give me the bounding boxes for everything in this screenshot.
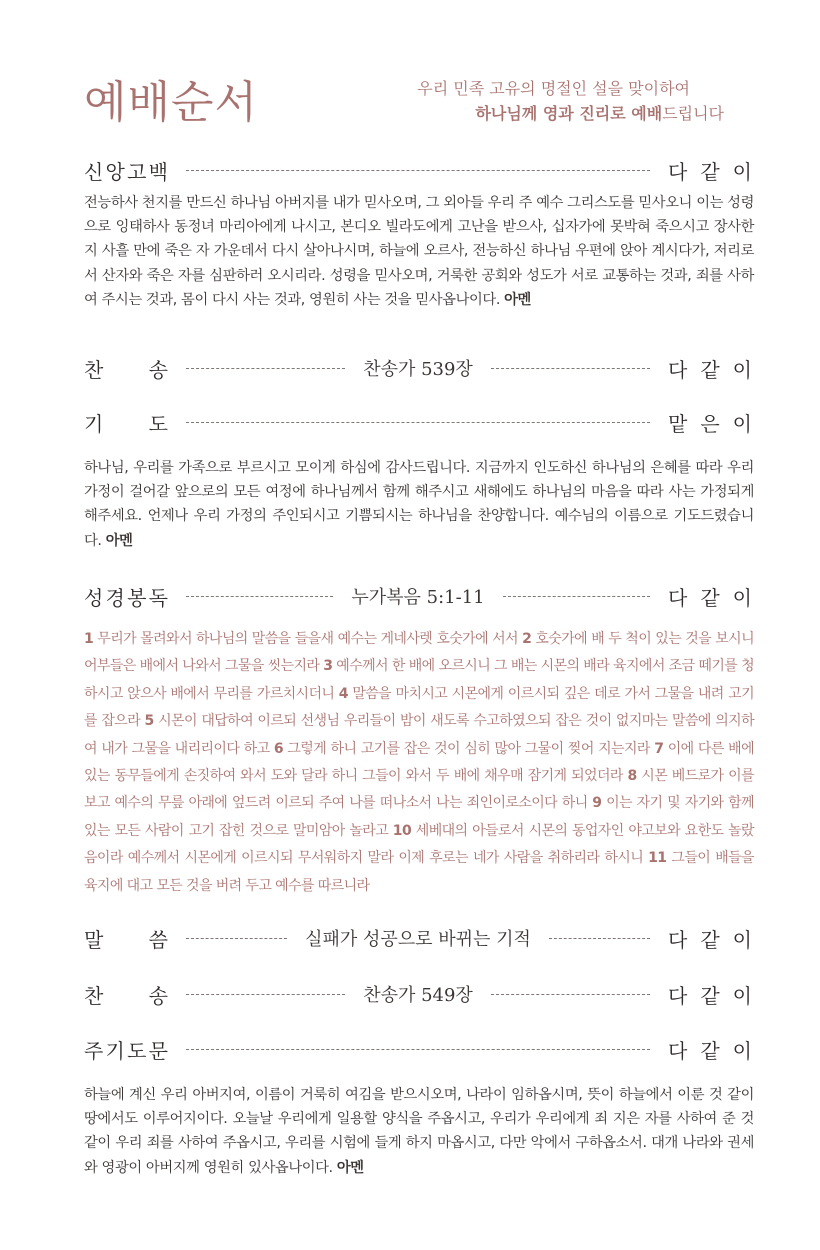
label-char: 문 <box>148 1038 168 1063</box>
performer-char: 이 <box>732 159 752 184</box>
label-char: 기 <box>105 1038 125 1063</box>
order-label <box>84 582 168 611</box>
performer-char: 같 <box>700 927 720 952</box>
dotted-leader <box>186 994 345 995</box>
order-row-hymn-2 <box>84 978 752 1010</box>
verse-number: 4 <box>338 685 348 702</box>
hymn-number: 찬송가 549장 <box>363 985 473 1006</box>
performer-char: 다 <box>668 1038 688 1063</box>
performer-char: 이 <box>732 357 752 382</box>
label-char: 봉 <box>127 585 147 610</box>
label-char: 신 <box>84 159 104 184</box>
performer-char: 같 <box>700 159 720 184</box>
dotted-leader <box>186 596 333 597</box>
order-row-sermon <box>84 922 752 954</box>
dotted-leader <box>186 938 287 939</box>
prayer-body: 하나님, 우리를 가족으로 부르시고 모이게 하심에 감사드립니다. 지금까지 인도하신 하나님의 은혜를 따라 우리 가정이 걸어갈 앞으로의 모든 여정에 하나님께서 함께 해주시고 새해에도 하나님의 마음을 따라 사는 가정되게 해주세요. 언제나 우리 가정의 주인되시고 기쁨되시는 하나님을 찬양합니다. 예수님의 이름으로 기도드렸습니다. <box>84 460 754 549</box>
dotted-leader <box>186 1049 650 1050</box>
performer-char: 같 <box>700 357 720 382</box>
label-char: 도 <box>127 1038 147 1063</box>
verse-text: 말씀을 마치시고 시몬에게 이르시되 깊은 데로 가서 그물을 내려 고기를 잡으라 <box>84 685 754 730</box>
verse-number: 11 <box>648 850 667 867</box>
performer-char: 이 <box>732 927 752 952</box>
order-label <box>84 354 168 383</box>
verse-number: 6 <box>273 740 284 757</box>
order-row-creed <box>84 154 752 186</box>
performer-char: 같 <box>700 1038 720 1063</box>
dotted-leader <box>491 368 650 369</box>
subtitle-line-1: 우리 민족 고유의 명절인 설을 맞이하여 <box>417 79 690 98</box>
label-char: 독 <box>148 585 168 610</box>
scripture-reference: 누가복음 5:1-11 <box>351 587 485 608</box>
label-char: 백 <box>148 159 168 184</box>
dotted-leader <box>186 422 650 423</box>
order-label <box>84 924 168 953</box>
order-row-prayer <box>84 406 752 438</box>
creed-body: 전능하사 천지를 만드신 하나님 아버지를 내가 믿사오며, 그 외아들 우리 주 예수 그리스도를 믿사오니 이는 성령으로 잉태하사 동정녀 마리아에게 나시고, 본디오 빌라도에게 고난을 받으사, 십자가에 못박혀 죽으시고 장사한 지 사흘 만에 죽은 자 가운데서 다시 살아나시며, 하늘에 오르사, 전능하신 하나님 우편에 앉아 계시다가, 저리로서 산자와 죽은 자를 심판하러 오시리라. 성령을 믿사오며, 거룩한 공회와 성도가 서로 교통하는 것과, 죄를 사하여 주시는 것과, 몸이 다시 사는 것과, 영원히 사는 것을 믿사옵나이다. <box>84 195 754 308</box>
hymn-number: 찬송가 539장 <box>363 359 473 380</box>
label-char: 경 <box>105 585 125 610</box>
verse-number: 3 <box>323 658 333 675</box>
performer-char: 다 <box>668 927 688 952</box>
order-performer <box>668 354 752 383</box>
performer-char: 같 <box>700 983 720 1008</box>
performer-char: 다 <box>668 585 688 610</box>
performer-char: 이 <box>732 585 752 610</box>
amen: 아멘 <box>336 1159 364 1176</box>
order-performer <box>668 156 752 185</box>
verse-text: 시몬 베드로가 이를 보고 예수의 무릎 아래에 엎드려 이르되 주여 나를 떠나소서 나는 죄인이로소이다 하니 <box>84 768 754 812</box>
dotted-leader <box>186 368 345 369</box>
label-char: 성 <box>84 585 104 610</box>
verse-number: 9 <box>592 795 602 812</box>
performer-char: 은 <box>700 411 720 436</box>
order-performer <box>668 1035 752 1064</box>
verse-number: 7 <box>654 740 664 757</box>
verse-text: 예수께서 한 배에 오르시니 그 배는 시몬의 배라 육지에서 조금 떼기를 청하시고 앉으사 배에서 무리를 가르치시더니 <box>84 658 754 702</box>
verse-text: 호숫가에 배 두 척이 있는 것을 보시니 어부들은 배에서 나와서 그물을 씻는지라 <box>84 631 754 675</box>
amen: 아멘 <box>504 291 531 308</box>
verse-number: 10 <box>392 822 412 839</box>
performer-char: 이 <box>732 411 752 436</box>
order-label <box>84 408 168 437</box>
sermon-title: 실패가 성공으로 바뀌는 기적 <box>305 929 531 950</box>
dotted-leader <box>503 596 650 597</box>
lords-prayer-body: 하늘에 계신 우리 아버지여, 이름이 거룩히 여김을 받으시오며, 나라이 임하옵시며, 뜻이 하늘에서 이룬 것 같이 땅에서도 이루어지이다. 오늘날 우리에게 일용할 양식을 주옵시고, 우리가 우리에게 죄 지은 자를 사하여 준 것 같이 우리 죄를 사하여 주옵시고, 우리를 시험에 들게 하지 마옵시고, 다만 악에서 구하옵소서. 대개 나라와 권세와 영광이 아버지께 영원히 있사옵나이다. <box>84 1087 754 1176</box>
performer-char: 다 <box>668 983 688 1008</box>
performer-char: 이 <box>732 983 752 1008</box>
scripture-passage <box>84 626 754 900</box>
verse-number: 8 <box>627 768 637 785</box>
label-char: 씀 <box>148 927 168 952</box>
verse-text: 무리가 몰려와서 하나님의 말씀을 들을새 예수는 게네사렛 호숫가에 서서 <box>93 631 523 647</box>
performer-char: 맡 <box>668 411 688 436</box>
verse-text: 세베대의 아들로서 시몬의 동업자인 야고보와 요한도 놀랐음이라 예수께서 시몬에게 이르시되 무서워하지 말라 이제 후로는 네가 사람을 취하리라 하시니 <box>84 822 754 867</box>
label-char: 찬 <box>84 357 104 382</box>
performer-char: 다 <box>668 357 688 382</box>
performer-char: 다 <box>668 159 688 184</box>
lords-prayer-text <box>84 1083 754 1180</box>
order-performer <box>668 582 752 611</box>
page-title: 예배순서 <box>84 77 259 128</box>
label-char: 기 <box>84 411 104 436</box>
page-subtitle <box>417 76 724 126</box>
verse-number: 1 <box>84 631 94 647</box>
verse-number: 2 <box>522 631 532 647</box>
prayer-text <box>84 456 754 553</box>
label-char: 주 <box>84 1038 104 1063</box>
label-char: 말 <box>84 927 104 952</box>
creed-text <box>84 191 754 312</box>
label-char: 송 <box>148 983 168 1008</box>
order-label <box>84 156 168 185</box>
order-label <box>84 980 168 1009</box>
performer-char: 같 <box>700 585 720 610</box>
dotted-leader <box>491 994 650 995</box>
dotted-leader <box>549 938 650 939</box>
order-performer <box>668 924 752 953</box>
order-row-hymn-1 <box>84 352 752 384</box>
label-char: 앙 <box>105 159 125 184</box>
verse-text: 그들이 배들을 육지에 대고 모든 것을 버려 두고 예수를 따르니라 <box>84 850 754 894</box>
verse-text: 이는 자기 및 자기와 함께 있는 모든 사람이 고기 잡힌 것으로 말미암아 놀라고 <box>84 795 754 839</box>
label-char: 송 <box>148 357 168 382</box>
order-performer <box>668 980 752 1009</box>
subtitle-line-2 <box>417 101 724 126</box>
performer-char: 이 <box>732 1038 752 1063</box>
subtitle-emphasis: 하나님께 영과 진리로 예배 <box>475 104 663 123</box>
order-row-lords-prayer <box>84 1033 752 1065</box>
amen: 아멘 <box>105 532 133 549</box>
label-char: 고 <box>127 159 147 184</box>
verse-text: 그렇게 하니 고기를 잡은 것이 심히 많아 그물이 찢어 지는지라 <box>283 740 655 757</box>
order-row-scripture <box>84 580 752 612</box>
dotted-leader <box>186 170 650 171</box>
verse-number: 5 <box>144 713 154 730</box>
verse-text: 이에 다른 배에 있는 동무들에게 손짓하여 와서 도와 달라 하니 그들이 와서 두 배에 채우매 잠기게 되었더라 <box>84 740 754 785</box>
order-performer <box>668 408 752 437</box>
order-label <box>84 1035 168 1064</box>
label-char: 도 <box>148 411 168 436</box>
subtitle-rest: 드립니다 <box>662 104 724 123</box>
verse-text: 시몬이 대답하여 이르되 선생님 우리들이 밤이 새도록 수고하였으되 잡은 것이 없지마는 말씀에 의지하여 내가 그물을 내리리이다 하고 <box>84 713 754 757</box>
label-char: 찬 <box>84 983 104 1008</box>
